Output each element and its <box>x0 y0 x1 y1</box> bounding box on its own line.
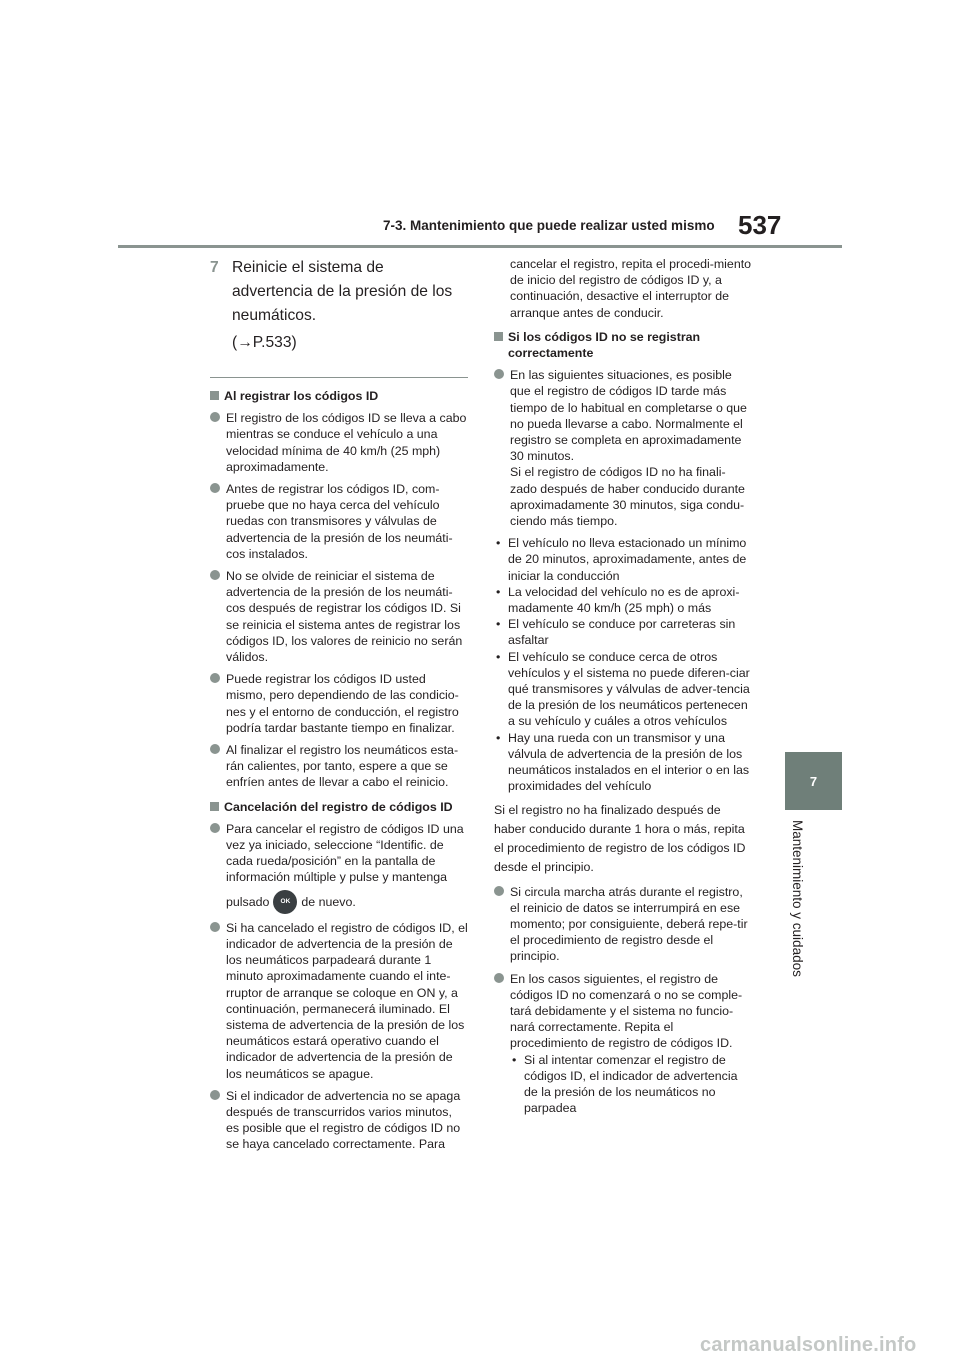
sub-item <box>494 730 752 795</box>
divider <box>210 377 468 378</box>
step-number: 7 <box>210 259 219 276</box>
round-bullet-icon <box>494 973 504 983</box>
sub-item <box>494 649 752 730</box>
left-column <box>210 256 468 1159</box>
dot-marker: • <box>512 1052 517 1067</box>
step-7 <box>210 256 468 355</box>
heading-cancel-registration <box>210 799 468 815</box>
sub-item <box>494 616 752 648</box>
header-rule <box>118 245 842 248</box>
chapter-title: Mantenimiento y cuidados <box>790 820 805 977</box>
sub-item <box>494 584 752 616</box>
heading-text: Cancelación del registro de códigos ID <box>224 799 453 814</box>
bullet-text: No se olvide de reiniciar el sistema de advertencia de la presión de los neumáti-cos después de registrar los códigos ID. Si se reinicia el sistema antes de registrar los códigos ID, los valores de reinicio no serán válidos. <box>226 569 463 665</box>
sub-text: El vehículo se conduce cerca de otros vehículos y el sistema no puede diferen-ciar qué transmisores y válvulas de adver-tencia de la presión de los neumáticos pertenecen a su vehículo y cuáles a otros vehículos <box>508 649 750 729</box>
bullet-item <box>210 481 468 562</box>
ok-button-icon: OK <box>273 890 297 914</box>
dot-marker: • <box>496 649 501 664</box>
bullet-text: Si circula marcha atrás durante el registro, el reinicio de datos se interrumpirá en ese momento; por consiguiente, deberá repe-tir el procedimiento de registro desde el principio. <box>510 884 748 964</box>
watermark: carmanualsonline.info <box>700 1334 917 1356</box>
bullet-text: Si el indicador de advertencia no se apaga después de transcurridos varios minutos, es posible que el registro de códigos ID no se haya cancelado correctamente. Para <box>226 1088 461 1152</box>
bullet-item <box>210 1088 468 1153</box>
section-title: 7-3. Mantenimiento que puede realizar usted mismo <box>383 218 715 233</box>
bullet-item <box>494 884 752 965</box>
round-bullet-icon <box>210 673 220 683</box>
page-reference: (→P.533) <box>232 334 297 351</box>
step-text: Reinicie el sistema de advertencia de la presión de los neumáticos. <box>232 259 453 324</box>
square-bullet-icon <box>210 802 219 811</box>
round-bullet-icon <box>210 570 220 580</box>
bullet-item <box>210 742 468 791</box>
sub-text: Si al intentar comenzar el registro de códigos ID, el indicador de advertencia de la presión de los neumáticos no parpadea <box>524 1052 738 1116</box>
bullet-text: En los casos siguientes, el registro de códigos ID no comenzará o no se comple-tará debidamente y el sistema no funcio-nará correctamente. Repita el procedimiento de registro de códigos ID. <box>510 971 743 1051</box>
bullet-item <box>210 568 468 665</box>
heading-text: Si los códigos ID no se registran correctamente <box>508 329 701 361</box>
heading-registering-ids <box>210 388 468 404</box>
round-bullet-icon <box>210 483 220 493</box>
sub-text: La velocidad del vehículo no es de aproxi-madamente 40 km/h (25 mph) o más <box>508 584 740 616</box>
round-bullet-icon <box>210 744 220 754</box>
sub-text: El vehículo no lleva estacionado un mínimo de 20 minutos, aproximadamente, antes de iniciar la conducción <box>508 536 747 583</box>
heading-ids-not-registered <box>494 329 752 361</box>
bullet-text: pulsado <box>226 894 270 909</box>
right-column <box>494 256 752 1116</box>
heading-text: Al registrar los códigos ID <box>224 389 379 403</box>
page-number: 537 <box>738 210 782 240</box>
sub-text: Hay una rueda con un transmisor y una válvula de advertencia de la presión de los neumáticos instalados en el interior o en las proximidades del vehículo <box>508 730 750 794</box>
square-bullet-icon <box>210 391 219 400</box>
bullet-text-extra: Si el registro de códigos ID no ha finali-zado después de haber conducido durante aproximadamente 30 minutos, siga condu-ciendo más tiempo. <box>510 465 745 529</box>
dot-marker: • <box>496 536 501 551</box>
sub-item <box>510 1052 752 1117</box>
dot-marker: • <box>496 617 501 632</box>
bullet-text: Al finalizar el registro los neumáticos esta-rán calientes, por tanto, espere a que se enfríen antes de llevar a cabo el reinicio. <box>226 743 459 790</box>
bullet-text: El registro de los códigos ID se lleva a cabo mientras se conduce el vehículo a una velocidad mínima de 40 km/h (25 mph) aproximadamente. <box>226 411 467 474</box>
chapter-tab: 7 <box>785 752 842 810</box>
round-bullet-icon <box>210 823 220 833</box>
bullet-item <box>210 410 468 475</box>
sub-item <box>494 535 752 584</box>
dot-marker: • <box>496 730 501 745</box>
plain-paragraph: Si el registro no ha finalizado después de haber conducido durante 1 hora o más, repita el procedimiento de registro de los códigos ID desde el principio. <box>494 802 746 874</box>
bullet-item <box>210 920 468 1082</box>
square-bullet-icon <box>494 332 503 341</box>
dot-marker: • <box>496 584 501 599</box>
continued-text: cancelar el registro, repita el procedi-miento de inicio del registro de códigos ID y, a continuación, desactive el interruptor de arranque antes de conducir. <box>510 257 752 320</box>
bullet-item <box>494 971 752 1052</box>
bullet-text: Para cancelar el registro de códigos ID una vez ya iniciado, seleccione “Identific. de cada rueda/posición” en la pantalla de información múltiple y pulse y mantenga <box>226 821 464 885</box>
bullet-text: En las siguientes situaciones, es posible que el registro de códigos ID tarde más tiempo de lo habitual en completarse o que no pueda llevarse a cabo. Normalmente el registro se completa en aproximadamente 30 minutos. <box>510 368 747 464</box>
round-bullet-icon <box>494 369 504 379</box>
ok-instruction <box>226 890 468 914</box>
bullet-item <box>210 821 468 914</box>
sub-text: El vehículo se conduce por carreteras sin asfaltar <box>508 617 736 648</box>
round-bullet-icon <box>494 886 504 896</box>
round-bullet-icon <box>210 412 220 422</box>
bullet-item <box>494 367 752 529</box>
round-bullet-icon <box>210 922 220 932</box>
bullet-text: Si ha cancelado el registro de códigos ID, el indicador de advertencia de la presión de los neumáticos parpadeará durante 1 minuto aproximadamente cuando el inte-rruptor de arranque se coloque en ON y, a continuación, permanecerá iluminado. El sistema de advertencia de la presión de los neumáticos estará operativo cuando el indicador de advertencia de la presión de los neumáticos se apague. <box>226 920 468 1081</box>
bullet-text: de nuevo. <box>301 894 356 909</box>
bullet-text: Puede registrar los códigos ID usted mismo, pero dependiendo de las condicio-nes y el entorno de conducción, el registro podría tardar bastante tiempo en finalizar. <box>226 672 459 735</box>
round-bullet-icon <box>210 1090 220 1100</box>
bullet-item <box>210 671 468 736</box>
bullet-text: Antes de registrar los códigos ID, com-pruebe que no haya cerca del vehículo ruedas con transmisores y válvulas de advertencia de la presión de los neumáti-cos instalados. <box>226 482 453 561</box>
